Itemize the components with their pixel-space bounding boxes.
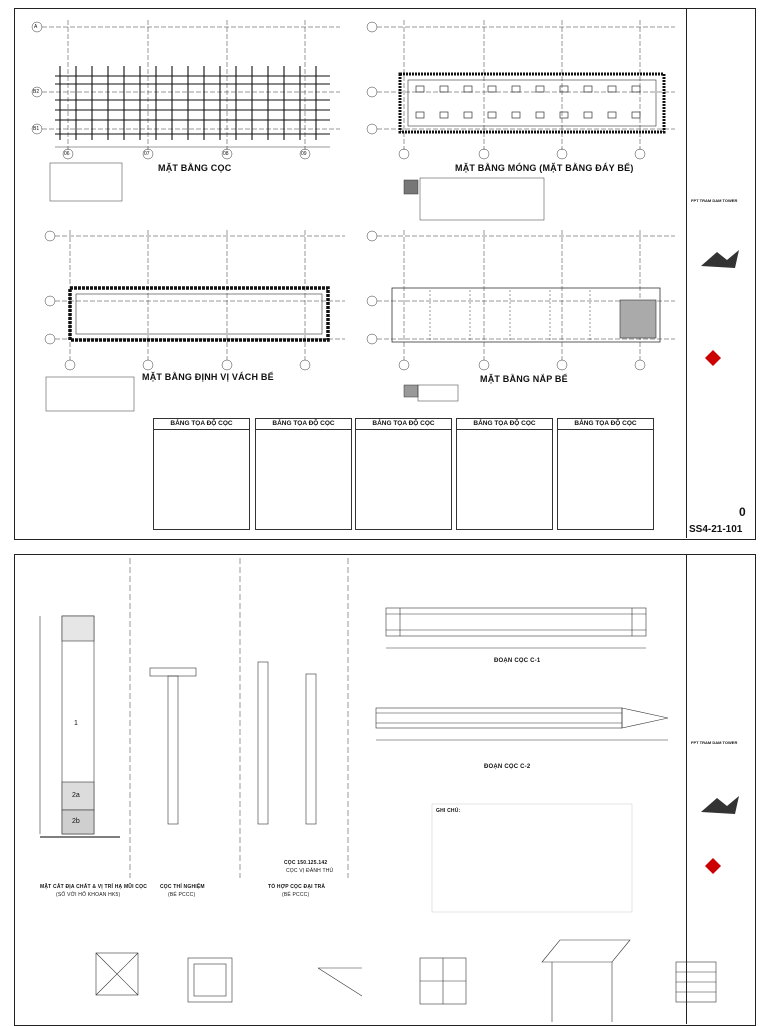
grid-label-08: 08 bbox=[223, 151, 229, 157]
pile-plan-title: MẶT BẰNG CỌC bbox=[158, 163, 232, 173]
sheet-2-details bbox=[0, 548, 768, 1024]
pile-combo-drawing bbox=[258, 662, 316, 824]
coordinate-table-title: BẢNG TỌA ĐỘ CỌC bbox=[457, 419, 552, 430]
coordinate-table bbox=[153, 418, 250, 530]
test-pile-title: CỌC THÍ NGHIỆM bbox=[160, 884, 205, 890]
title-block bbox=[686, 554, 755, 1024]
grid-label-b1: B1 bbox=[33, 126, 40, 132]
pile-segment-c2-title: ĐOẠN CỌC C-2 bbox=[484, 764, 531, 770]
company-logo-icon bbox=[687, 784, 755, 824]
soil-section-subtitle: (SỐ VỚI HỐ KHOAN HK5) bbox=[56, 892, 121, 898]
title-block-project: FPT TRAM DAM TOWER bbox=[691, 198, 738, 203]
grid-label-09: 09 bbox=[301, 151, 307, 157]
coordinate-table-title: BẢNG TỌA ĐỘ CỌC bbox=[256, 419, 351, 430]
drawing-code: SS4-21-101 bbox=[689, 524, 743, 535]
pile-plan-drawing bbox=[32, 20, 340, 201]
coordinate-table-title: BẢNG TỌA ĐỘ CỌC bbox=[356, 419, 451, 430]
soil-column-drawing bbox=[40, 616, 120, 837]
coordinate-table bbox=[557, 418, 654, 530]
test-pile-subtitle: (BỂ PCCC) bbox=[168, 892, 196, 898]
grid-label-b2: B2 bbox=[33, 89, 40, 95]
coordinate-table bbox=[255, 418, 352, 530]
coordinate-table bbox=[355, 418, 452, 530]
soil-layer-label: 2b bbox=[72, 818, 80, 825]
drawing-sheet-2 bbox=[0, 548, 768, 1024]
grid-label-a: A bbox=[34, 24, 38, 30]
soil-layer-label: 1 bbox=[74, 720, 78, 727]
soil-layer-label: 2a bbox=[72, 792, 80, 799]
foundation-plan-drawing bbox=[367, 20, 675, 220]
contractor-logo-icon bbox=[687, 854, 755, 878]
contractor-logo-icon bbox=[687, 346, 755, 370]
pile-segment-c2-drawing bbox=[376, 708, 668, 740]
detail-drawings bbox=[96, 940, 716, 1022]
grid-label-06: 06 bbox=[64, 151, 70, 157]
pile-number-sublabel: CỌC VỊ ĐÁNH THỦ bbox=[286, 868, 334, 874]
wall-layout-plan-drawing bbox=[45, 230, 345, 411]
pile-number-label: CỌC 150.125.142 bbox=[284, 860, 328, 866]
company-logo-icon bbox=[687, 238, 755, 278]
test-pile-drawing bbox=[150, 668, 196, 824]
pile-combo-subtitle: (BỂ PCCC) bbox=[282, 892, 310, 898]
pile-combo-title: TỔ HỢP CỌC ĐẠI TRÀ bbox=[268, 884, 326, 890]
pile-segment-c1-drawing bbox=[386, 608, 646, 648]
coordinate-table-title: BẢNG TỌA ĐỘ CỌC bbox=[558, 419, 653, 430]
coordinate-table-title: BẢNG TỌA ĐỘ CỌC bbox=[154, 419, 249, 430]
title-block-project: FPT TRAM DAM TOWER bbox=[691, 740, 738, 745]
title-block bbox=[686, 8, 755, 538]
notes-title: GHI CHÚ: bbox=[436, 808, 461, 814]
cover-plan-title: MẶT BẰNG NẮP BỂ bbox=[480, 374, 568, 384]
soil-section-title: MẶT CẮT ĐỊA CHẤT & VỊ TRÍ HẠ MŨI CỌC bbox=[40, 884, 148, 890]
coordinate-table bbox=[456, 418, 553, 530]
foundation-plan-title: MẶT BẰNG MÓNG (MẶT BẰNG ĐÁY BỂ) bbox=[455, 163, 634, 173]
wall-layout-plan-title: MẶT BẰNG ĐỊNH VỊ VÁCH BỂ bbox=[142, 372, 274, 382]
grid-label-07: 07 bbox=[144, 151, 150, 157]
notes-box bbox=[432, 804, 632, 912]
pile-segment-c1-title: ĐOẠN CỌC C-1 bbox=[494, 658, 541, 664]
revision-number: 0 bbox=[739, 505, 746, 519]
